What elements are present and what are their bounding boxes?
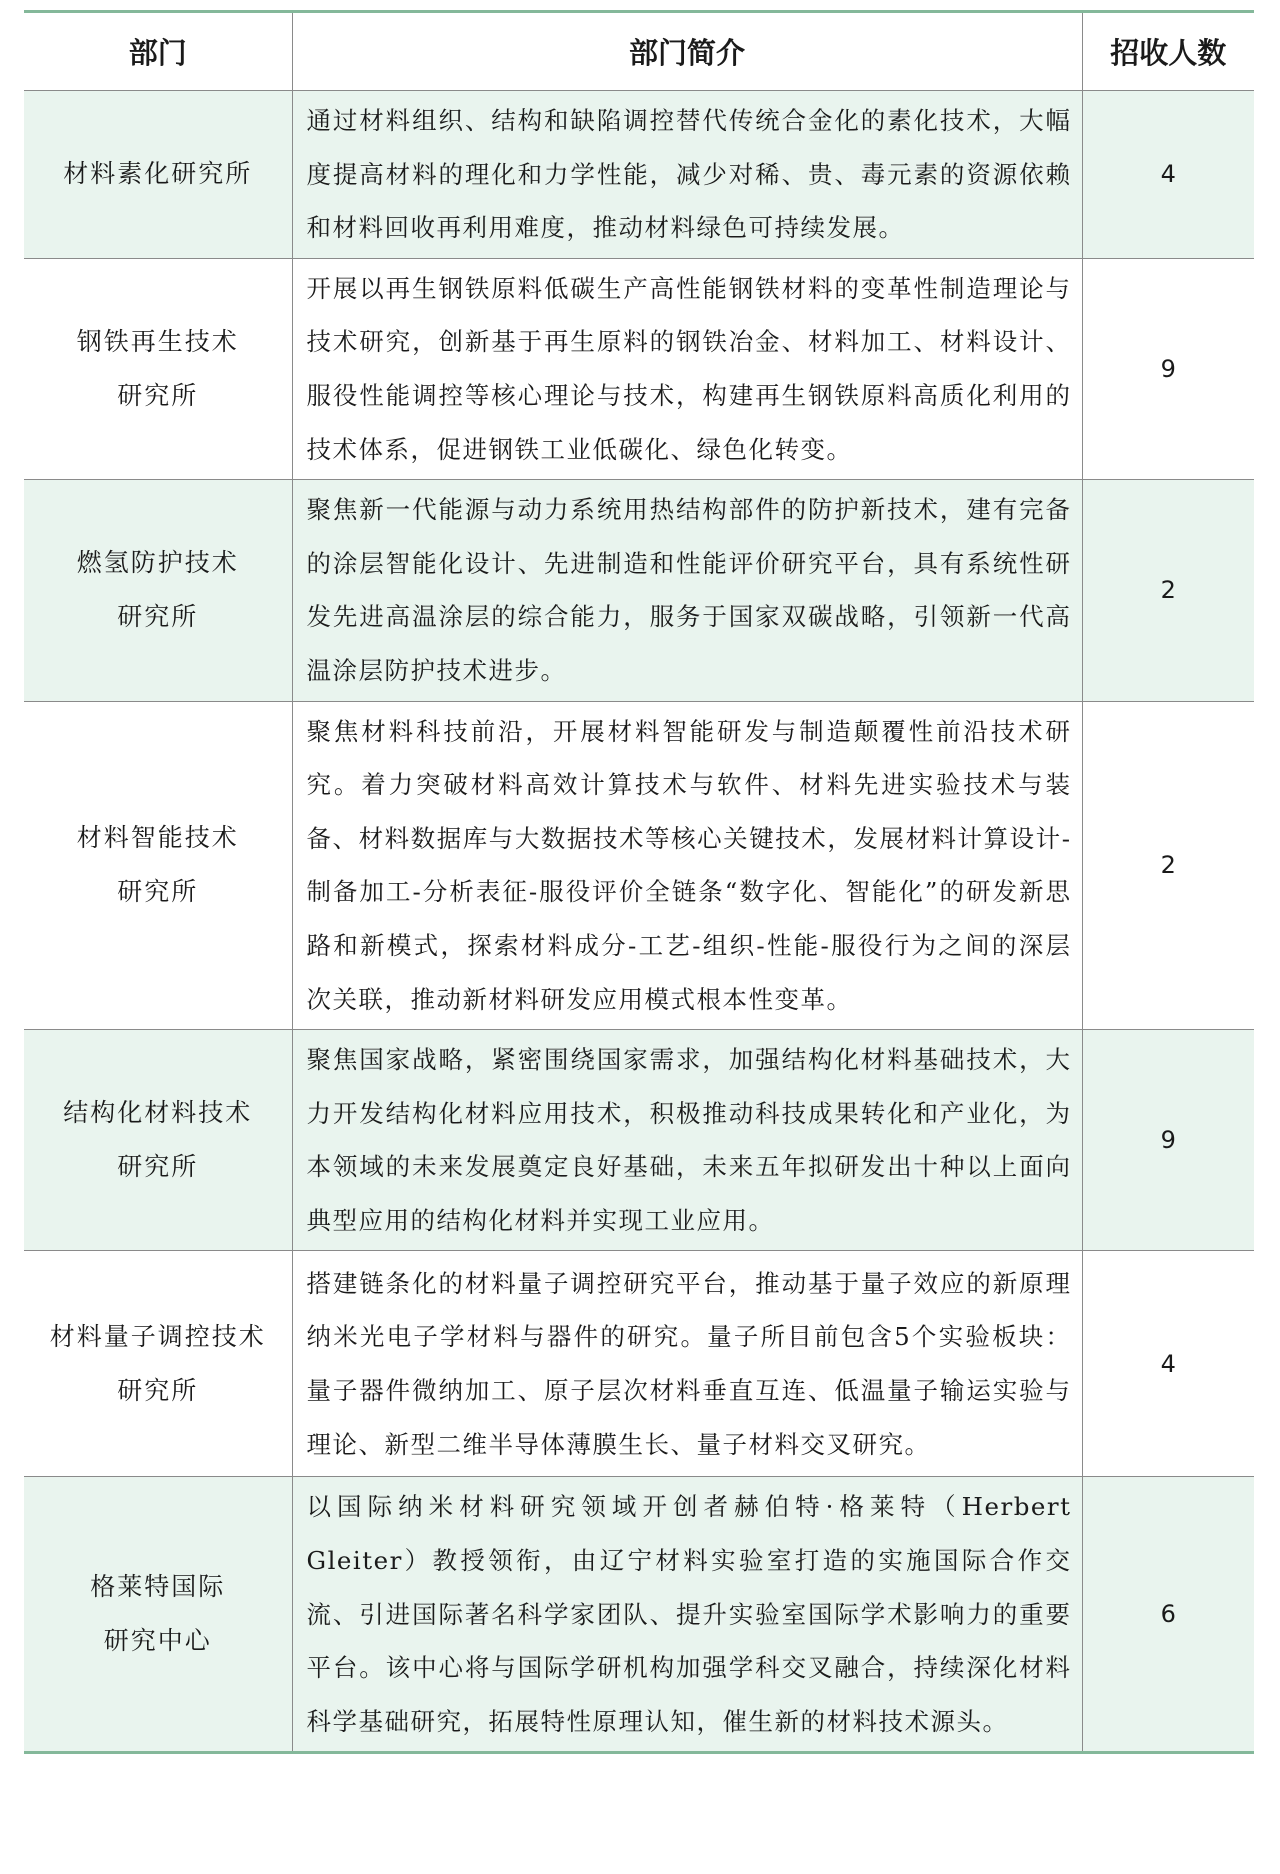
department-description: 搭建链条化的材料量子调控研究平台，推动基于量子效应的新原理纳米光电子学材料与器件的研究。量子所目前包含5个实验板块：量子器件微纳加工、原子层次材料垂直互连、低温量子输运实验与理论、新型二维半导体薄膜生长、量子材料交叉研究。: [292, 1251, 1082, 1477]
headcount: 2: [1082, 480, 1254, 701]
department-name-line: 格莱特国际 研究中心: [90, 1572, 226, 1656]
header-description: 部门简介: [292, 12, 1082, 91]
table-row: [24, 258, 1254, 479]
department-description: 开展以再生钢铁原料低碳生产高性能钢铁材料的变革性制造理论与技术研究，创新基于再生原料的钢铁冶金、材料加工、材料设计、服役性能调控等核心理论与技术，构建再生钢铁原料高质化利用的技术体系，促进钢铁工业低碳化、绿色化转变。: [292, 258, 1082, 479]
table-row: [24, 1251, 1254, 1477]
header-department: 部门: [24, 12, 292, 91]
department-description: 通过材料组织、结构和缺陷调控替代传统合金化的素化技术，大幅度提高材料的理化和力学性能，减少对稀、贵、毒元素的资源依赖和材料回收再利用难度，推动材料绿色可持续发展。: [292, 91, 1082, 259]
department-name-line: 结构化材料技术 研究所: [63, 1098, 253, 1182]
headcount: 9: [1082, 1030, 1254, 1251]
recruitment-table-container: [24, 10, 1254, 1754]
table-row: [24, 701, 1254, 1030]
recruitment-table: [24, 10, 1254, 1754]
department-description: 以国际纳米材料研究领域开创者赫伯特·格莱特（Herbert Gleiter）教授领衔，由辽宁材料实验室打造的实施国际合作交流、引进国际著名科学家团队、提升实验室国际学术影响力的重要平台。该中心将与国际学研机构加强学科交叉融合，持续深化材料科学基础研究，拓展特性原理认知，催生新的材料技术源头。: [292, 1477, 1082, 1753]
department-name-line: 燃氢防护技术 研究所: [76, 548, 239, 632]
department-name: [24, 480, 292, 701]
department-name: [24, 1251, 292, 1477]
department-description: 聚焦新一代能源与动力系统用热结构部件的防护新技术，建有完备的涂层智能化设计、先进制造和性能评价研究平台，具有系统性研发先进高温涂层的综合能力，服务于国家双碳战略，引领新一代高温涂层防护技术进步。: [292, 480, 1082, 701]
table-row: [24, 1030, 1254, 1251]
headcount: 4: [1082, 1251, 1254, 1477]
department-name-line: 材料素化研究所: [63, 159, 253, 189]
headcount: 4: [1082, 91, 1254, 259]
department-name: [24, 1477, 292, 1753]
department-name: [24, 1030, 292, 1251]
table-header-row: [24, 12, 1254, 91]
department-description: 聚焦材料科技前沿，开展材料智能研发与制造颠覆性前沿技术研究。着力突破材料高效计算技术与软件、材料先进实验技术与装备、材料数据库与大数据技术等核心关键技术，发展材料计算设计-制备加工-分析表征-服役评价全链条“数字化、智能化”的研发新思路和新模式，探索材料成分-工艺-组织-性能-服役行为之间的深层次关联，推动新材料研发应用模式根本性变革。: [292, 701, 1082, 1030]
table-row: [24, 91, 1254, 259]
department-name: [24, 701, 292, 1030]
header-headcount: 招收人数: [1082, 12, 1254, 91]
headcount: 2: [1082, 701, 1254, 1030]
table-row: [24, 1477, 1254, 1753]
department-name-line: 材料智能技术 研究所: [76, 823, 239, 907]
department-description: 聚焦国家战略，紧密围绕国家需求，加强结构化材料基础技术，大力开发结构化材料应用技术，积极推动科技成果转化和产业化，为本领域的未来发展奠定良好基础，未来五年拟研发出十种以上面向典型应用的结构化材料并实现工业应用。: [292, 1030, 1082, 1251]
department-name-line: 材料量子调控技术 研究所: [49, 1321, 266, 1405]
headcount: 9: [1082, 258, 1254, 479]
table-row: [24, 480, 1254, 701]
department-name: [24, 258, 292, 479]
department-name: [24, 91, 292, 259]
department-name-line: 钢铁再生技术 研究所: [76, 326, 239, 410]
headcount: 6: [1082, 1477, 1254, 1753]
